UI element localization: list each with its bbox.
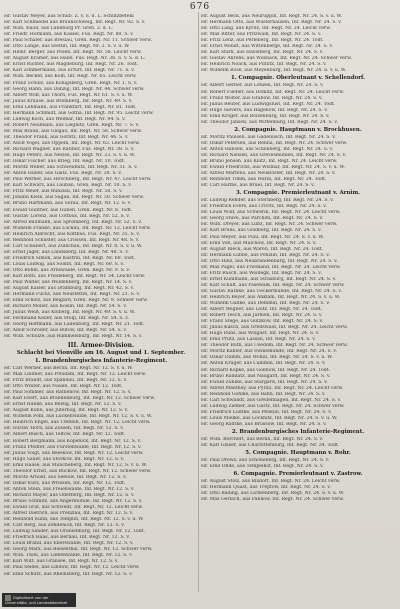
entry-line: Hr. Heinrich Albrecht, aus Kottbus, Fus. Regt. Nr. 35. S. v. (4, 231, 140, 237)
entry-line: Hr. Bruno Schmitz, aus Angermünde, Inf. Regt. Nr. 12. S. v. (4, 498, 143, 504)
entry-line: Hr. Albert Wolf, aus Thorn, Fus. Regt. Nr. 61. S. v. u. W. (4, 92, 133, 98)
entry-line: Hr. Ludwig Rehder, aus Sternberg, Inf. Regt. Nr. 24. S. v. (201, 198, 334, 204)
entry-line: Hr. Carl Schubert, aus Züllichau, Inf. Regt. Nr. 8. S. v. u. W. (4, 243, 143, 249)
entry-line: Hr. Emil Haase, aus Müncheberg, Inf. Regt. Nr. 12. S. v. u. W. (4, 462, 147, 468)
entry-line: Hr. Karl Roth, aus Friedeberg, Inf. Regt. Nr. 54. Leicht verw. (4, 274, 146, 280)
entry-line: Hr. Wilh. Schulze, aus Rummelsburg, Inf. Regt. Nr. 14. S. v. (4, 334, 143, 340)
footer-text-2: Universitäts- und Landesbibliothek (5, 601, 68, 605)
column-divider (198, 12, 199, 592)
entry-line: Hr. Paul Seidel, aus Lindow, Inf. Regt. Nr. 12. Leicht verw. (4, 565, 140, 571)
entry-line: Hr. Gustav Rathke, aus Ueckermünde, Inf. Regt. Nr. 24. S. v. (201, 288, 342, 294)
entry-line: Hr. Louis Brand, aus Eberswalde, Inf. Regt. Nr. 12. S. v. (4, 541, 134, 547)
entry-line: Hr. Emil Ohde, aus Tempelhof, Inf. Regt. Nr. 24. S. v. (201, 464, 324, 470)
digitization-footer (2, 593, 76, 607)
entry-line: Hr. Franz Stege, aus Gützkow, Inf. Regt. Nr. 24. S. v. (201, 319, 324, 325)
entry-line: Hr. August Kaiser, aus Dramburg, Inf. Regt. Nr. 42. S. v. (4, 286, 135, 292)
entry-line: Hr. Otto Lange, aus Stettin, Inf. Regt. Nr. 2. S. v. u. W. (4, 44, 130, 50)
entry-line: Hr. Otto Bading, aus Lichtenberg, Inf. Regt. Nr. 24. S. v. u. W. (201, 491, 345, 497)
entry-line: Hr. Otto Böhm, aus Arnswalde, Gren. Regt. Nr. 9. S. v. (4, 267, 130, 273)
entry-line: Hr. Moritz Arnold, aus Seelow, Inf. Regt. Nr. 12. S. v. (4, 474, 127, 480)
entry-line: Hr. Moritz Kähler, aus Swinemünde, Inf. Regt. Nr. 24. S. v. (201, 349, 337, 355)
entry-line: Hr. Hugo Sauer, aus Storkow, Inf. Regt. Nr. 12. S. v. (4, 456, 125, 462)
entry-line: Hr. Friedrich Haas, aus Bernau, Inf. Regt. Nr. 12. S. v. (4, 535, 130, 541)
entry-line: Hr. Emil Lehmann, aus Frankfurt, Inf. Regt. Nr. 81. Todt. (4, 104, 137, 110)
entry-line: Hr. Ernst Kuhlmann, aus Strasburg, Inf. Regt. Nr. 24. S. v. (201, 276, 337, 282)
entry-line: Hr. Emil Prütz, aus Lassan, Inf. Regt. Nr. 24. S. v. (201, 337, 316, 343)
section-heading: 2. Compagnie. Hauptmann v. Brockhusen. (234, 126, 362, 133)
entry-line: Hr. Alfred Baumann, aus Spremberg, Inf. Regt. Nr. 52. S. v. (4, 219, 142, 225)
entry-line: Hr. Albert Wegner, aus Loitz, Inf. Regt. Nr. 24. Todt. (201, 307, 323, 313)
entry-line: Hr. Robert Bergmann, aus Köpenick, Inf. Regt. Nr. 12. S. v. (4, 438, 142, 444)
entry-line: Hr. Louis Ludwig, aus Soldin, Inf. Regt. Nr. 60. S. v. (4, 261, 125, 267)
entry-line: Hr. Alfred Martens, aus Neukloster, Inf. Regt. Nr. 24. S. v. (201, 171, 336, 177)
section-heading: Schlacht bei Vionville am 16. August und 1. September. (16, 349, 186, 356)
entry-line: Hr. Hugo Sievers, aus Hagenow, Inf. Regt. Nr. 24. S. v. (201, 107, 328, 113)
entry-line: Hr. Paul Schäfer, aus Breslau, Gren. Regt. Nr. 11. Schwer verw. (4, 38, 152, 44)
entry-line: Hr. Max Pagel, aus Friedland, Inf. Regt. Nr. 24. Leicht verw. (201, 264, 341, 270)
entry-line: Hr. Franz Schulz, aus Königsberg, Gren. Regt. Nr. 1. S. v. (4, 80, 138, 86)
entry-line: Hr. Hugo Rühs, aus Wolgast, Inf. Regt. Nr. 24. S. v. (201, 331, 320, 337)
entry-line: Hr. Julius Weiß, aus Kolberg, Inf. Regt. Nr. 49. S. v. u. W. (4, 310, 136, 316)
entry-line: Hr. Ernst Wendt, aus Wittenberge, Inf. Regt. Nr. 24. S. v. (201, 44, 333, 50)
entry-line: Hr. Georg Stüve, aus Parchim, Inf. Regt. Nr. 24. S. v. (201, 216, 324, 222)
entry-line: Hr. Julius Reuter, aus Ludwigslust, Inf. Regt. Nr. 24. Todt. (201, 101, 336, 107)
entry-line: Hr. Richard Nielsen, aus Grevesmühlen, Inf. Regt. Nr. 24. S. v. (201, 152, 347, 158)
entry-line: Hr. Hermann Schmidt, aus Gotha, Inf. Regt. Nr. 95. Leicht verw. (4, 110, 154, 116)
entry-line: Hr. Robert Fiedler, aus Dömitz, Inf. Regt. Nr. 24. Leicht verw. (201, 89, 345, 95)
entry-line: Hr. Anton Huber, aus Glatz, Fus. Regt. Nr. 38. S. v. (4, 171, 122, 177)
section-heading: 1. Compagnie. Oberleutnant v. Schellendorf. (230, 75, 366, 82)
entry-line: Hr. Oskar Kurz, aus Wriezen, Inf. Regt. Nr. 12. Todt. (4, 480, 126, 486)
entry-line: Hr. Ewald Graf, aus Schwedt, Inf. Regt. Nr. 12. Leicht verw. (4, 505, 144, 511)
entry-line: Hr. Ewald Günther, aus Guben, Gren. Regt. Nr. 8. Todt. (4, 207, 133, 213)
entry-line: Hr. Karl Bruns, aus Goldberg, Inf. Regt. Nr. 24. S. v. (201, 228, 322, 234)
entry-line: Hr. Carl Berg, aus Zehdenick, Inf. Regt. Nr. 12. S. v. (4, 523, 125, 529)
entry-line: Hr. Adolf Vogel, aus Oppeln, Inf. Regt. Nr. 63. Leicht verw. (4, 140, 141, 146)
footer-text-1: Digitalisiert von der (13, 596, 49, 600)
entry-line: Hr. Wilhelm Rose, aus Meyenburg, Inf. Regt. Nr. 24. S. v. u. W. (201, 68, 347, 74)
entry-line: Hr. Wilh. Becker, aus Köln, Inf. Regt. Nr. 65. Leicht verw. (4, 74, 137, 80)
entry-line: Hr. Paul Drews, aus Schöneberg, Inf. Regt. Nr. 24. S. v. (201, 458, 330, 464)
entry-line: Hr. Karl Schult, aus Pasewalk, Inf. Regt. Nr. 24. Schwer verw. (201, 282, 345, 288)
entry-line: Hr. Bruno Jensen, aus Klütz, Inf. Regt. Nr. 24. Leicht verw. (201, 158, 338, 164)
entry-line: Hr. Heinr. Berger, aus Posen, Inf. Regt. Nr. 58. Leicht verw. (4, 50, 143, 56)
entry-line: Hr. Franz Wolter, aus Grabow, Inf. Regt. Nr. 24. S. v. (201, 95, 323, 101)
entry-line: Hr. Fritz Lenz, aus Perleberg, Inf. Regt. Nr. 24. Todt. (201, 38, 324, 44)
entry-line: Hr. Wilh. Borchert, aus Berlin, Inf. Regt. Nr. 24. S. v. (201, 437, 324, 442)
entry-line: Hr. Friedrich Simon, aus Küstrin, Inf. Regt. Nr. 60. Todt. (4, 255, 136, 261)
entry-line: Hr. August Kramer, aus Halle, Fus. Regt. Nr. 36. S. v. S. d. L. (4, 56, 146, 62)
entry-line: Hr. Georg Marx, aus Biesenthal, Inf. Regt. Nr. 12. Schwer verw. (4, 547, 153, 553)
entry-line: Hr. Adolf Schröder, aus Bütow, Inf. Regt. Nr. 54. S. v. (4, 328, 127, 334)
entry-line: Hr. Fritz Meier, aus Bunzlau, Inf. Regt. Nr. 58. S. v. (4, 189, 123, 195)
entry-line: Hr. Fritz Rusch, aus Woldegk, Inf. Regt. Nr. 24. S. v. (201, 270, 322, 276)
entry-line: Hr. Georg Hahn, aus Danzig, Inf. Regt. Nr. 44. Schwer verw. (4, 86, 145, 92)
entry-line: Hr. Max Gerlach, aus Pankow, Inf. Regt. Nr. 24. Schwer verw. (201, 497, 345, 503)
entry-line: Hr. Friedr. Hofmann, aus Kassel, Fus. Regt. Nr. 80. S. v. (4, 32, 134, 38)
entry-line: Hr. Ewald Friedrichs, aus Wismar, Inf. Regt. Nr. 24. S. v. u. W. (201, 165, 345, 171)
entry-line: Hr. Paul Walter, aus Woldenberg, Inf. Regt. Nr. 14. S. v. (4, 280, 133, 286)
entry-line: Hr. Wilhelm Pohl, aus Luckenwalde, Inf. Regt. Nr. 12. S. v. u. W. (4, 414, 153, 420)
entry-line: Hr. August Beck, aus Neuruppin, Inf. Regt. Nr. 24. S. v. u. W. (201, 14, 343, 19)
entry-line: Hr. Anton Hansen, aus Schönberg, Inf. Regt. Nr. 24. S. v. (201, 146, 334, 152)
entry-line: Hr. Wilh. Knoll, aus Lüneburg Pr. Gren. 2. d. L. (4, 26, 114, 32)
entry-line: Hr. Richard Wagner, aus Ratibor, Fus. Regt. Nr. 38. S. v. (4, 147, 135, 153)
entry-line: Hr. Alfred Dietrich, aus Prenzlau, Inf. Regt. Nr. 12. S. v. (4, 511, 134, 517)
entry-line: Hr. Heinrich Engel, aus Trebbin, Inf. Regt. Nr. 12. Leicht verw. (4, 420, 151, 426)
entry-line: Hr. Reinhold Kuhn, aus Templin, Inf. Regt. Nr. 12. S. v. u. W. (4, 517, 144, 523)
entry-line: Hr. Ewald Zühlke, aus Stargard, Inf. Regt. Nr. 24. S. v. (201, 379, 328, 385)
entry-line: Hr. Karl Ebert, aus Brandenburg, Inf. Regt. Nr. 12. Schwer verw. (4, 396, 156, 402)
entry-line: Hr. Emil Schütz, aus Rheinsberg, Inf. Regt. Nr. 12. S. v. (4, 571, 133, 577)
entry-line: Hr. Paul Werner, aus Hirschberg, Inf. Regt. Nr. 47. Leicht verw. (4, 177, 152, 183)
entry-line: Hr. Karl Glaser, aus Charlottenburg, Inf. Regt. Nr. 24. Todt. (201, 443, 340, 449)
entry-line: Hr. Gustav Horn, aus Zossen, Inf. Regt. Nr. 12. S. v. (4, 426, 124, 432)
entry-line: Hr. August Kühn, aus Jüterbog, Inf. Regt. Nr. 12. S. v. (4, 408, 129, 414)
entry-line: Hr. Max Lindner, aus Potsdam, Inf. Regt. Nr. 12. Leicht verw. (4, 371, 147, 377)
entry-line: Hr. Paul Meyer, aus Plau, Inf. Regt. Nr. 24. S. v. u. W. (201, 234, 324, 240)
entry-line: Hr. Max Braun, aus Glogau, Inf. Regt. Nr. 58. Schwer verw. (4, 128, 143, 134)
entry-line: Hr. Anton Krüger, aus Cammin, Inf. Regt. Nr. 24. S. v. (201, 361, 326, 367)
entry-line: Hr. Emil Kröger, aus Boizenburg, Inf. Regt. Nr. 24. S. v. (201, 113, 330, 119)
entry-line: Hr. Gustav Ahrens, aus Wilsnack, Inf. Regt. Nr. 24. Schwer verw. (201, 56, 352, 62)
entry-line: Hr. Albert Gerber, aus Lenzen, Inf. Regt. Nr. 24. S. v. (201, 83, 324, 89)
entry-line: Hr. Gustav Lorenz, aus Cottbus, Inf. Regt. Nr. 52. S. v. (4, 213, 130, 219)
section-heading: 5. Compagnie. Hauptmann v. Rohr. (245, 450, 351, 457)
right-column (201, 14, 395, 503)
entry-line: Hr. Alfred Manthey, aus Pyritz, Inf. Regt. Nr. 24. Leicht verw. (201, 385, 344, 391)
entry-line: Hr. Ludwig Sander, aus Oranienburg, Inf. Regt. Nr. 12. Todt. (4, 529, 145, 535)
entry-line: Hr. Bruno Raddatz, aus Naugard, Inf. Regt. Nr. 24. S. v. (201, 373, 331, 379)
entry-line: Hr. Wilhelm Gädke, aus Demmin, Inf. Regt. Nr. 24. S. v. (201, 301, 330, 307)
left-column (4, 14, 198, 578)
entry-line: Hr. Oskar Fischer, aus Brieg, Inf. Regt. Nr. 10. Todt. (4, 159, 126, 165)
entry-line: Hr. Karl Schmiedel aus Braunschweig, Inf. Regt. Nr. 92. S. v. (4, 20, 146, 26)
section-heading: 6. Compagnie. Premierleutnant v. Zastrow. (233, 471, 363, 478)
entry-line: Hr. Otto Hinz, aus Neubrandenburg, Inf. Regt. Nr. 24. S. v. (201, 258, 338, 264)
page-number: 676 (189, 2, 211, 12)
entry-line: Hr. Hugo Peters, aus Neisse, Inf. Regt. Nr. 23. S. v. u. W. (4, 153, 136, 159)
entry-line: Hr. Karl Witt, aus Gransee, Inf. Regt. Nr. 12. S. v. (4, 559, 119, 565)
entry-line: Hr. Hermann Quast, aus Treptow, Inf. Regt. Nr. 24. S. v. (201, 485, 331, 491)
entry-line: Hr. Hermann Fuchs, aus Neustettin, Inf. Regt. Nr. 21. S. v. (4, 292, 141, 298)
entry-line: Hr. Bruno Hartmann, aus Sorau, Inf. Regt. Nr. 12. S. v. (4, 201, 132, 207)
entry-line: Hr. Paul Sommer, aus Rathenow, Inf. Regt. Nr. 12. S. v. (4, 390, 132, 396)
entry-line: Hr. Otto Winter, aus Nauen, Inf. Regt. Nr. 12. Todt. (4, 384, 123, 390)
entry-line: Hr. Louis Wulf, aus Schwerin, Inf. Regt. Nr. 24. Leicht verw. (201, 210, 341, 216)
entry-line: Hr. Ludwig Koch, aus Weimar, Inf. Regt. Nr. 94. S. v. (4, 116, 126, 122)
entry-line: Hr. Ernst Richter, aus Magdeburg, Inf. Regt. Nr. 26. Todt. (4, 62, 139, 68)
section-heading: 3. Compagnie. Premierleutnant v. Arnim. (235, 190, 361, 197)
entry-line: Hr. Hermann Lübbe, aus Penzlin, Inf. Regt. Nr. 24. S. v. (201, 252, 330, 258)
entry-line: Hr. Theodor Jansen, aus Wittenburg, Inf. Regt. Nr. 24. S. v. (201, 119, 338, 125)
entry-line: Hr. Moritz Paulsen, aus Gadebusch, Inf. Regt. Nr. 24. S. v. (201, 134, 336, 140)
entry-line: Hr. Heinrich Beyer, aus Anklam, Inf. Regt. Nr. 24. S. v. u. W. (201, 294, 341, 300)
entry-line: Hr. Wilh. Thiel, aus Liebenwalde, Inf. Regt. Nr. 12. S. v. (4, 553, 133, 559)
entry-line: Hr. Heinrich Noack, aus Putlitz, Inf. Regt. Nr. 24. S. v. (201, 62, 327, 68)
entry-line: Hr. Oskar Petersen, aus Rehna, Inf. Regt. Nr. 24. Schwer verw. (201, 140, 348, 146)
entry-line: Hr. Emil Scholz, aus Belgard, Gren. Regt. Nr. 9. Schwer verw. (4, 298, 148, 304)
entry-line: Hr. August Stolz, aus Rixdorf, Inf. Regt. Nr. 24. Leicht verw. (201, 479, 341, 485)
section-heading: 1. Brandenburgisches Infanterie-Regiment. (34, 357, 168, 364)
entry-line: Hr. Julius Voigt, aus Beeskow, Inf. Regt. Nr. 12. Leicht verw. (4, 450, 144, 456)
entry-line: Hr. Oskar Damm, aus Wollin, Inf. Regt. Nr. 24. S. v. u. W. (201, 355, 333, 361)
entry-line: Hr. Hermann Otto, aus Wusterhausen, Inf. Regt. Nr. 24. S. v. (201, 20, 342, 26)
section-heading: III. Armee-Division. (67, 341, 135, 349)
section-heading: 2. Brandenburgisches Infanterie-Regiment. (231, 429, 365, 435)
entry-line: Hr. August Rieck, aus Waren, Inf. Regt. Nr. 24. Todt. (201, 246, 323, 252)
entry-line: Hr. Wilh. Dreyer, aus Lübz, Inf. Regt. Nr. 24. Schwer verw. (201, 222, 338, 228)
entry-line: Hr. Karl Schwarz, aus Lauban, Gren. Regt. Nr. 10. S. v. (4, 183, 132, 189)
entry-line: Hr. Robert Tesch, aus Jarmen, Inf. Regt. Nr. 24. S. v. (201, 313, 323, 319)
entry-line: Hr. Ferdinand Keller, aus Stolp, Inf. Regt. Nr. 54. S. v. (4, 316, 129, 322)
entry-line: Hr. Max Ritter, aus Pritzwalk, Inf. Regt. Nr. 24. S. v. (201, 32, 322, 38)
entry-line: Hr. Carl Harms, aus Brüel, Inf. Regt. Nr. 24. S. v. (201, 183, 315, 189)
entry-line: Hr. Georg Radtke, aus Brüssow, Inf. Regt. Nr. 24. S. v. (201, 421, 327, 427)
entry-line: Hr. Anton Stein, aus Freienwalde, Inf. Regt. Nr. 12. S. v. (4, 486, 135, 492)
entry-line: Hr. Franz Pfeiffer, aus Fürstenwalde, Inf. Regt. Nr. 12. S. v. (4, 444, 142, 450)
entry-line: Hr. Richard Möller, aus Köslin, Inf. Regt. Nr. 54. S. v. (4, 304, 127, 310)
entry-line: Hr. Karl Zimmermann, aus Erfurt, Inf. Regt. Nr. 71. S. v. (4, 68, 135, 74)
entry-line: Hr. Louis Mielke, aus Löcknitz, Inf. Regt. Nr. 24. S. v. u. W. (201, 415, 338, 421)
entry-line: Hr. Carl Schwandt, aus Greifenhagen, Inf. Regt. Nr. 24. S. v. (201, 397, 342, 403)
entry-line: Hr. Julius Krause, aus Bromberg, Inf. Regt. Nr. 49. S. v. (4, 98, 133, 104)
entry-line: Hr. Friedrich Evers, aus Crivitz, Inf. Regt. Nr. 24. S. v. (201, 204, 327, 210)
entry-line: Hr. Julius Kasch, aus Greifswald, Inf. Regt. Nr. 24. Leicht verw. (201, 325, 348, 331)
entry-line: Hr. Emil Voß, aus Malchow, Inf. Regt. Nr. 24. S. v. (201, 240, 317, 246)
entry-line: Hr. Moritz Weber, aus Schweidnitz, Inf. Regt. Nr. 51. S. v. (4, 165, 138, 171)
entry-line: Hr. Otto Lang, aus Kyritz, Inf. Regt. Nr. 24. Leicht verw. (201, 26, 331, 32)
entry-line: Hr. Richard Mayer, aus Oderberg, Inf. Regt. Nr. 12. S. v. (4, 492, 135, 498)
entry-line: Hr. Theodor Buth, aus Usedom, Inf. Regt. Nr. 24. Schwer verw. (201, 343, 348, 349)
entry-line: Hr. Gustav Meyer, aus Schub. Z. v. S. d. L. Schutzbefehl (4, 14, 134, 19)
entry-line: Hr. Theodor Ernst, aus Buckow, Inf. Regt. Nr. 12. Schwer verw. (4, 468, 152, 474)
entry-line: Hr. Ludwig Ziemer, aus Gartz, Inf. Regt. Nr. 24. Schwer verw. (201, 403, 345, 409)
entry-line: Hr. Robert Neumann, aus Liegnitz, Gren. Regt. Nr. 7. S. v. (4, 122, 140, 128)
entry-line: Hr. Albert Busch, aus Teltow, Inf. Regt. Nr. 12. Todt. (4, 432, 126, 438)
entry-line: Hr. Reinhold Timm, aus Warin, Inf. Regt. Nr. 24. Todt. (201, 177, 327, 183)
entry-line: Hr. Carl Werner, aus Berlin, Inf. Regt. Nr. 12. S. v. u. W. (4, 365, 133, 371)
entry-line: Hr. Reinhold Schuster, aus Crossen, Inf. Regt. Nr. 48. S. v. (4, 237, 140, 243)
entry-line: Hr. Ernst Hanke, aus Belzig, Inf. Regt. Nr. 12. S. v. (4, 402, 122, 408)
entry-line: Hr. Friedrich Lüdtke, aus Penkun, Inf. Regt. Nr. 24. S. v. (201, 409, 332, 415)
entry-line: Hr. Richard Köpke, aus Gollnow, Inf. Regt. Nr. 24. Todt. (201, 367, 330, 373)
entry-line: Hr. Georg Hoffmann, aus Lauenburg, Inf. Regt. Nr. 21. Todt. (4, 322, 145, 328)
entry-line: Hr. Theodor Frank, aus Görlitz, Inf. Regt. Nr. 46. S. v. (4, 134, 129, 140)
entry-line: Hr. Karl Stark, aus Havelberg, Inf. Regt. Nr. 24. S. v. (201, 50, 324, 56)
entry-line: Hr. Fritz Brandt, aus Spandau, Inf. Regt. Nr. 12. S. v. (4, 378, 127, 384)
entry-line: Hr. Johann Klein, aus Sagan, Inf. Regt. Nr. 50. Schwer verw. (4, 195, 145, 201)
entry-line: Hr. Reinhold Gohlke, aus Bahn, Inf. Regt. Nr. 24. S. v. (201, 391, 326, 397)
entry-line: Hr. Ernst Jäger, aus Landsberg, Inf. Regt. Nr. 48. S. v. (4, 249, 129, 255)
entry-line: Hr. Wilhelm Franke, aus Luckau, Inf. Regt. Nr. 12. Leicht verw. (4, 225, 152, 231)
